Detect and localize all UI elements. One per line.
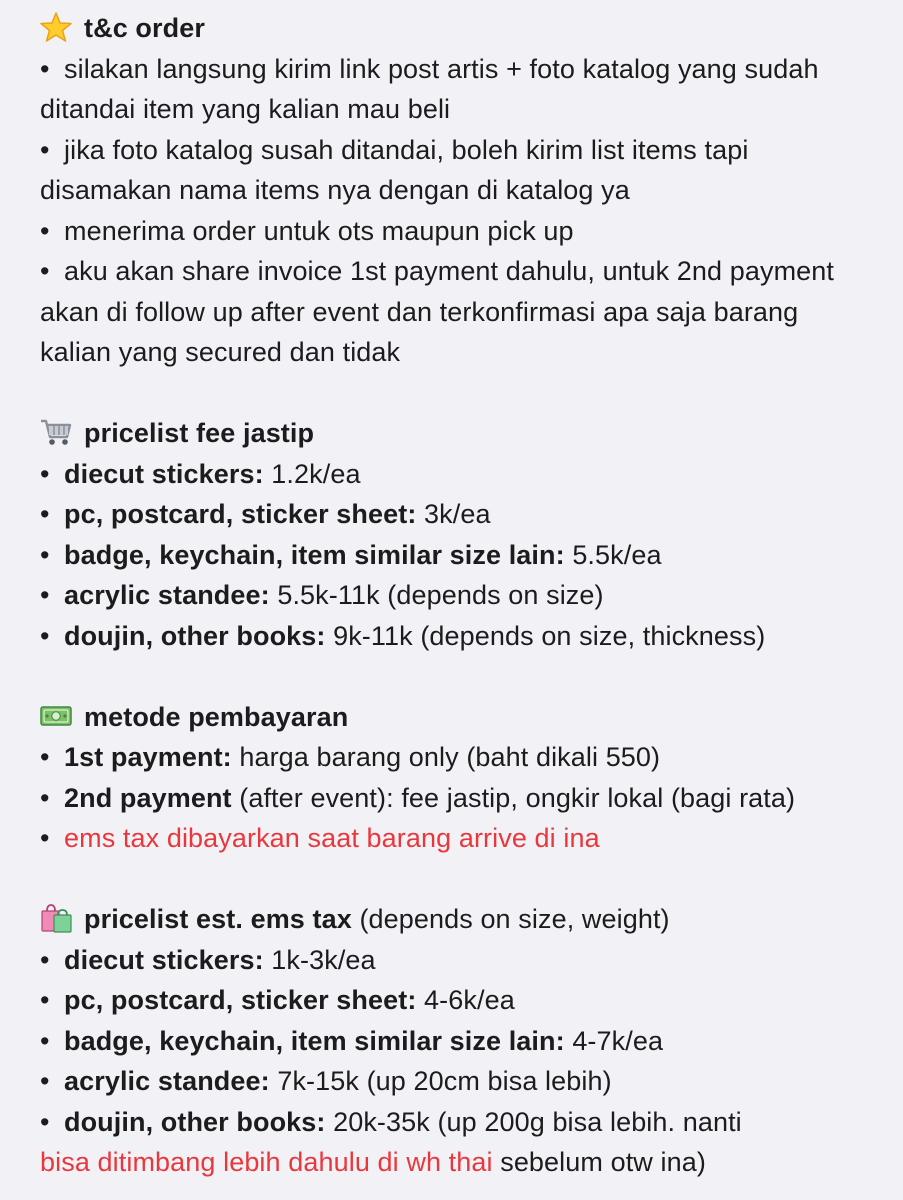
star-icon xyxy=(40,12,72,42)
list-item: • silakan langsung kirim link post artis + foto katalog yang sudah ditandai item yang kalian mau beli xyxy=(40,53,819,124)
fee-section xyxy=(40,413,875,656)
tax-subtitle: (depends on size, weight) xyxy=(359,904,670,934)
money-icon xyxy=(40,701,72,731)
fee-item: • acrylic standee: 5.5k-11k (depends on size) xyxy=(40,580,604,610)
fee-heading xyxy=(40,413,875,454)
tc-section xyxy=(40,8,875,373)
shopping-cart-icon xyxy=(40,417,72,447)
list-item: • aku akan share invoice 1st payment dahulu, untuk 2nd payment akan di follow up after event dan terkonfirmasi apa saja barang kalian yang secured dan tidak xyxy=(40,256,834,367)
fee-item: • pc, postcard, sticker sheet: 3k/ea xyxy=(40,499,491,529)
fee-item: • doujin, other books: 9k-11k (depends on size, thickness) xyxy=(40,620,766,651)
payment-item: • 2nd payment (after event): fee jastip, ongkir lokal (bagi rata) xyxy=(40,782,796,813)
payment-note: • ems tax dibayarkan saat barang arrive di ina xyxy=(40,823,600,853)
tc-heading xyxy=(40,8,875,49)
tax-item: • badge, keychain, item similar size lain: 4-7k/ea xyxy=(40,1025,664,1056)
payment-item: • 1st payment: harga barang only (baht dikali 550) xyxy=(40,742,661,772)
list-item: • jika foto katalog susah ditandai, boleh kirim list items tapi disamakan nama items nya dengan di katalog ya xyxy=(40,134,749,205)
tax-title: pricelist est. ems tax xyxy=(84,904,352,934)
fee-item: • diecut stickers: 1.2k/ea xyxy=(40,458,361,489)
tax-item: • doujin, other books: 20k-35k (up 200g bisa lebih. nanti xyxy=(40,1106,742,1137)
fee-item: • badge, keychain, item similar size lain: 5.5k/ea xyxy=(40,539,662,570)
payment-section xyxy=(40,697,875,859)
payment-title: metode pembayaran xyxy=(84,701,349,732)
tax-item-continuation: bisa ditimbang lebih dahulu di wh thai sebelum otw ina) xyxy=(40,1147,706,1177)
tc-title: t&c order xyxy=(84,13,205,43)
tax-item: • diecut stickers: 1k-3k/ea xyxy=(40,944,376,975)
tax-item: • pc, postcard, sticker sheet: 4-6k/ea xyxy=(40,985,515,1015)
shopping-bags-icon xyxy=(40,903,72,933)
payment-heading xyxy=(40,697,875,738)
tax-item: • acrylic standee: 7k-15k (up 20cm bisa lebih) xyxy=(40,1066,612,1096)
tax-heading xyxy=(40,899,875,940)
tax-section xyxy=(40,899,875,1183)
fee-title: pricelist fee jastip xyxy=(84,418,315,448)
list-item: • menerima order untuk ots maupun pick up xyxy=(40,215,574,246)
